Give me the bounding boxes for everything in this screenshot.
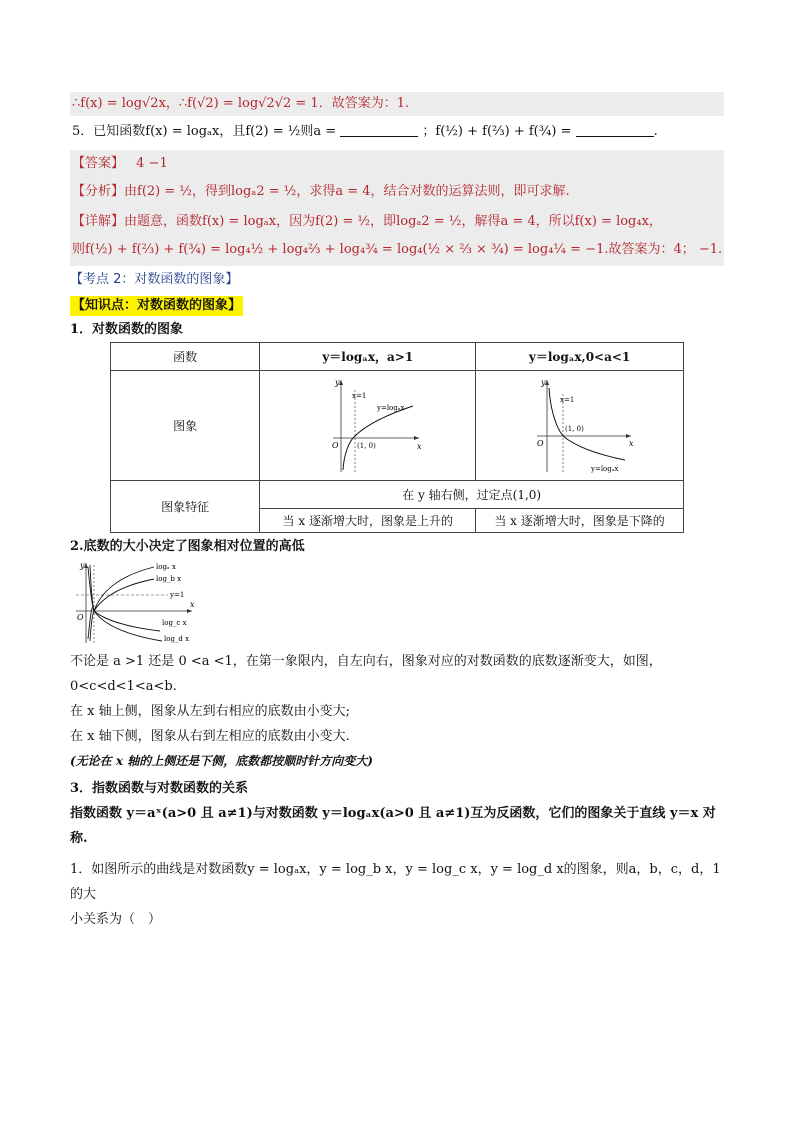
label-log-a: logₐ x (156, 563, 176, 571)
section-2-paragraph-2: 0<c<d<1<a<b. (70, 679, 177, 694)
analysis-text: 由f(2) = ½，得到logₐ2 = ½，求得a = 4，结合对数的运算法则，即可求解. (124, 184, 570, 199)
section-3-paragraph-2: 称. (70, 831, 88, 846)
detail-text-1: 由题意，函数f(x) = logₐx，因为f(2) = ½，即logₐ2 = ½，解得a = 4，所以f(x) = log₄x， (124, 214, 662, 229)
curve-c (88, 567, 160, 631)
page-content (70, 92, 724, 932)
section-2-paragraph-1: 不论是 a >1 还是 0 <a <1，在第一象限内，自左向右，图象对应的对数函数的底数逐渐变大，如图， (70, 654, 662, 669)
curve-label: y=logₐx (590, 464, 618, 473)
y-label: y (80, 561, 85, 570)
header-function: 函数 (111, 343, 260, 371)
curve-a (88, 567, 154, 639)
answer-blank-1[interactable] (340, 122, 418, 137)
analysis-line (72, 180, 722, 204)
y-label: y (334, 377, 340, 387)
detail-line-2: 则f(½) + f(⅔) + f(¾) = log₄½ + log₄⅔ + log₄¾ = log₄(½ × ⅔ × ¾) = log₄¼ = −1.故答案为：4； −1. (72, 242, 723, 257)
base-comparison-figure (72, 559, 202, 645)
section-2-title: 2.底数的大小决定了图象相对位置的高低 (70, 539, 305, 554)
detail-line-1 (72, 210, 722, 234)
answer-label: 【答案】 (72, 156, 125, 171)
answer-line (72, 152, 722, 176)
x-axis-arrow (187, 609, 192, 613)
graph-increasing-cell (260, 371, 476, 481)
fixed-point-label: (1, 0) (564, 424, 584, 433)
kaodian-heading: 【考点 2：对数函数的图象】 (70, 272, 239, 287)
zhishidian-heading: 【知识点：对数函数的图象】 (70, 296, 243, 316)
feature-decreasing: 当 x 逐渐增大时，图象是下降的 (476, 509, 684, 533)
origin-label: O (77, 613, 84, 622)
x-axis-arrow (626, 434, 631, 438)
curve-label: y=logₐx (376, 403, 405, 412)
x-label: x (628, 438, 634, 448)
answer-blank-2[interactable] (576, 122, 654, 137)
y-axis-arrow (84, 563, 88, 568)
y-label: y (540, 377, 546, 387)
section-2-note: (无论在 x 轴的上侧还是下侧，底数都按顺时针方向变大) (70, 754, 373, 768)
y-axis-arrow (545, 380, 549, 385)
row-graph-label: 图象 (111, 371, 260, 481)
feature-common: 在 y 轴右侧，过定点(1,0) (260, 481, 684, 509)
solution-block (70, 150, 724, 266)
x-label: x (416, 441, 422, 451)
y-axis-arrow (339, 380, 343, 385)
header-a-lt-1: y＝logₐx,0<a<1 (476, 343, 684, 371)
graph-decreasing (525, 376, 635, 476)
log-graph-table (110, 342, 684, 533)
graph-increasing (313, 376, 423, 476)
origin-label: O (536, 438, 544, 448)
asymptote-label: x=1 (351, 391, 367, 400)
question-1-line-1: 1．如图所示的曲线是对数函数y = logₐx，y = log_b x，y = log_c x，y = log_d x的图象，则a，b，c，d，1的大 (70, 862, 721, 902)
row-feature-label: 图象特征 (111, 481, 260, 533)
fixed-point-label: (1, 0) (356, 441, 376, 450)
section-2-paragraph-4: 在 x 轴下侧，图象从右到左相应的底数由小变大. (70, 729, 350, 744)
section-2-paragraph-3: 在 x 轴上侧，图象从左到右相应的底数由小变大; (70, 704, 350, 719)
origin-label: O (331, 440, 339, 450)
header-a-gt-1: y＝logₐx，a>1 (260, 343, 476, 371)
x-label: x (190, 600, 195, 609)
graph-decreasing-cell (476, 371, 684, 481)
label-log-c: log_c x (162, 619, 187, 627)
question-5-mid: ；f(½) + f(⅔) + f(¾) = (422, 124, 572, 139)
question-1-line-2: 小关系为（ ） (70, 912, 162, 927)
section-1-title: 1．对数函数的图象 (70, 322, 184, 337)
question-5-end: . (653, 124, 658, 139)
label-log-b: log_b x (156, 575, 182, 583)
curve-b (90, 579, 154, 641)
section-3-title: 3．指数函数与对数函数的关系 (70, 781, 249, 796)
label-log-d: log_d x (164, 635, 190, 643)
question-5-prefix: 5．已知函数f(x) = logₐx，且f(2) = ½则a = (72, 124, 337, 139)
solution-line: ∴f(x) = log√2x，∴f(√2) = log√2√2 = 1．故答案为：1. (70, 92, 724, 116)
feature-increasing: 当 x 逐渐增大时，图象是上升的 (260, 509, 476, 533)
analysis-label: 【分析】 (72, 184, 125, 199)
asymptote-label: x=1 (559, 395, 574, 404)
detail-label: 【详解】 (72, 214, 125, 229)
question-5 (70, 120, 724, 144)
answer-values: 4 −1 (136, 156, 168, 171)
section-3-paragraph-1: 指数函数 y＝aˣ(a>0 且 a≠1)与对数函数 y＝logₐx(a>0 且 a≠1)互为反函数，它们的图象关于直线 y＝x 对 (70, 806, 716, 821)
x-axis-arrow (414, 436, 419, 440)
y-equals-1-label: y=1 (170, 591, 185, 599)
